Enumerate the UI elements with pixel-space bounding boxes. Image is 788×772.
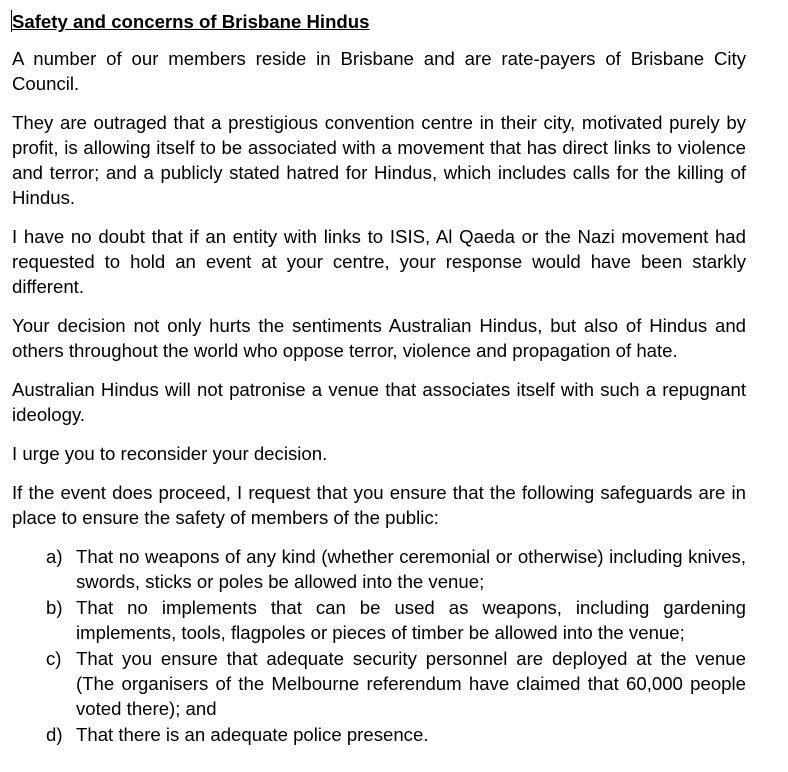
- list-item: [46, 595, 746, 645]
- section-heading: [12, 9, 746, 34]
- safeguards-list: [12, 544, 746, 747]
- paragraph-outraged: They are outraged that a prestigious convention centre in their city, motivated purely by profit, is allowing itself to be associated with a movement that has direct links to violence and terror; and a publicly stated hatred for Hindus, which includes calls for the killing of Hindus.: [12, 112, 746, 208]
- paragraph-urge: I urge you to reconsider your decision.: [12, 443, 328, 464]
- list-item: [46, 646, 746, 721]
- list-item-text: That no weapons of any kind (whether ceremonial or otherwise) including knives, swords, sticks or poles be allowed into the venue;: [76, 546, 746, 592]
- list-item-text: That you ensure that adequate security personnel are deployed at the venue (The organisers of the Melbourne referendum have claimed that 60,000 people voted there); and: [76, 648, 746, 719]
- paragraph-decision: Your decision not only hurts the sentiments Australian Hindus, but also of Hindus and others throughout the world who oppose terror, violence and propagation of hate.: [12, 315, 746, 361]
- section-heading-text: Safety and concerns of Brisbane Hindus: [12, 11, 370, 32]
- document-body: [12, 9, 746, 748]
- paragraph-no-doubt: I have no doubt that if an entity with links to ISIS, Al Qaeda or the Nazi movement had requested to hold an event at your centre, your response would have been starkly different.: [12, 226, 746, 297]
- text-cursor: [11, 10, 12, 32]
- paragraph-patronise: Australian Hindus will not patronise a venue that associates itself with such a repugnant ideology.: [12, 379, 746, 425]
- list-item: [46, 544, 746, 594]
- list-item-text: That no implements that can be used as weapons, including gardening implements, tools, flagpoles or pieces of timber be allowed into the venue;: [76, 597, 746, 643]
- list-item-text: That there is an adequate police presence.: [76, 724, 429, 745]
- list-item: [46, 722, 746, 747]
- list-marker: c): [46, 648, 62, 669]
- paragraph-safeguards-intro: If the event does proceed, I request that you ensure that the following safeguards are in place to ensure the safety of members of the public:: [12, 482, 746, 528]
- list-marker: b): [46, 597, 63, 618]
- list-marker: a): [46, 546, 63, 567]
- list-marker: d): [46, 724, 63, 745]
- paragraph-members: A number of our members reside in Brisbane and are rate-payers of Brisbane City Council.: [12, 48, 746, 94]
